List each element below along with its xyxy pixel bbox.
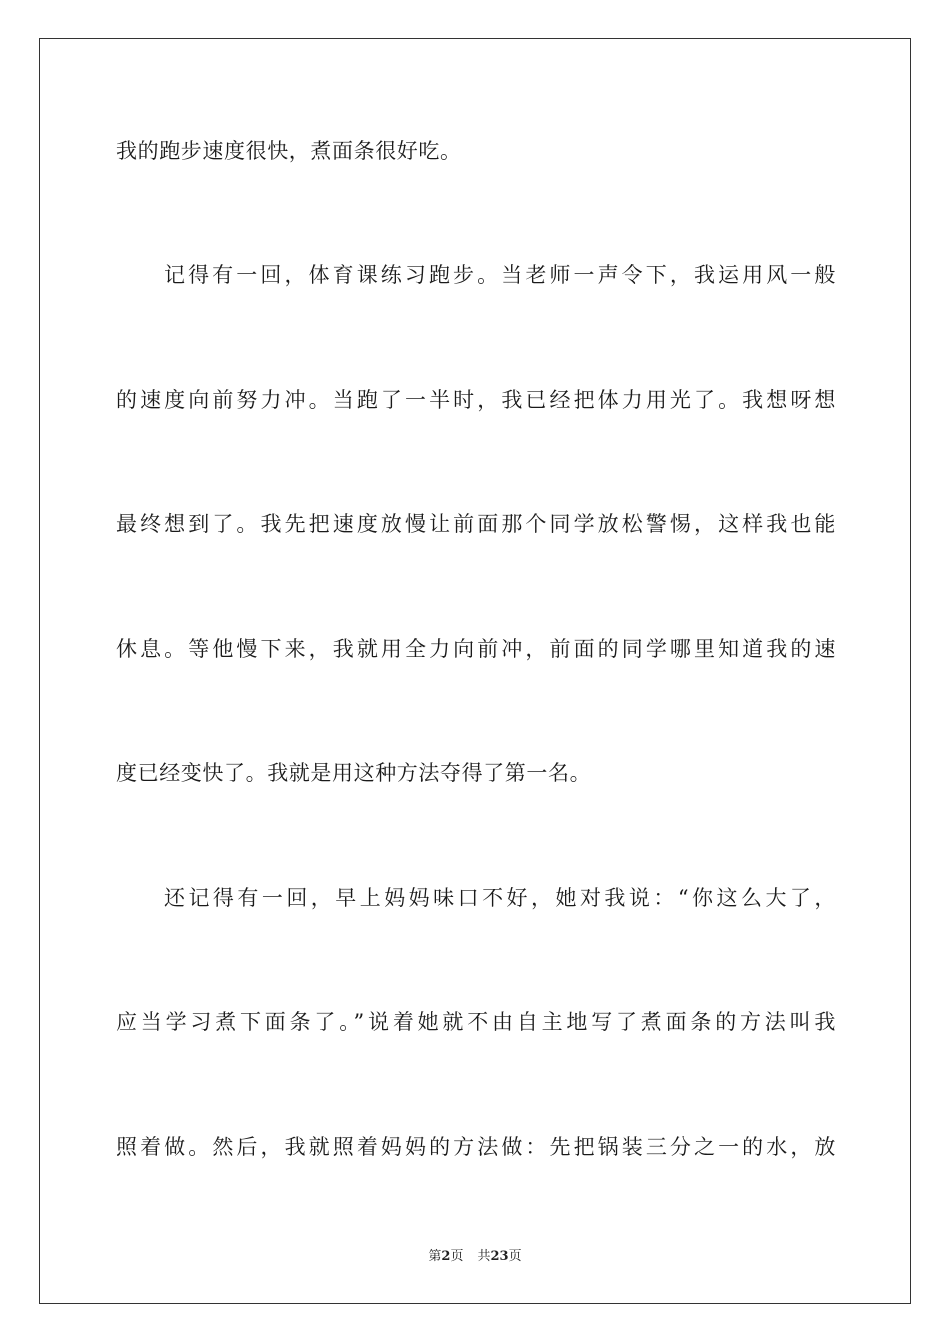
text-line-7: 还记得有一回，早上妈妈味口不好，她对我说：“你这么大了， <box>164 886 836 910</box>
text-line-8: 应当学习煮下面条了。”说着她就不由自主地写了煮面条的方法叫我 <box>116 1010 836 1034</box>
total-prefix: 共 <box>477 1249 491 1264</box>
text-line-4: 最终想到了。我先把速度放慢让前面那个同学放松警惕，这样我也能 <box>116 512 836 536</box>
page-prefix: 第 <box>428 1249 442 1264</box>
text-line-5: 休息。等他慢下来，我就用全力向前冲，前面的同学哪里知道我的速 <box>116 637 836 661</box>
text-line-2: 记得有一回，体育课练习跑步。当老师一声令下，我运用风一般 <box>164 263 836 287</box>
page-footer <box>0 1248 950 1266</box>
page-unit: 页 <box>450 1249 464 1264</box>
text-line-9: 照着做。然后，我就照着妈妈的方法做：先把锅装三分之一的水，放 <box>116 1135 836 1159</box>
text-line-6: 度已经变快了。我就是用这种方法夺得了第一名。 <box>116 761 592 785</box>
page-total: 23 <box>490 1249 509 1264</box>
text-line-1: 我的跑步速度很快，煮面条很好吃。 <box>116 139 462 163</box>
text-line-3: 的速度向前努力冲。当跑了一半时，我已经把体力用光了。我想呀想 <box>116 388 836 412</box>
page-frame <box>39 38 911 1304</box>
page-current: 2 <box>441 1249 451 1264</box>
total-unit: 页 <box>508 1249 522 1264</box>
